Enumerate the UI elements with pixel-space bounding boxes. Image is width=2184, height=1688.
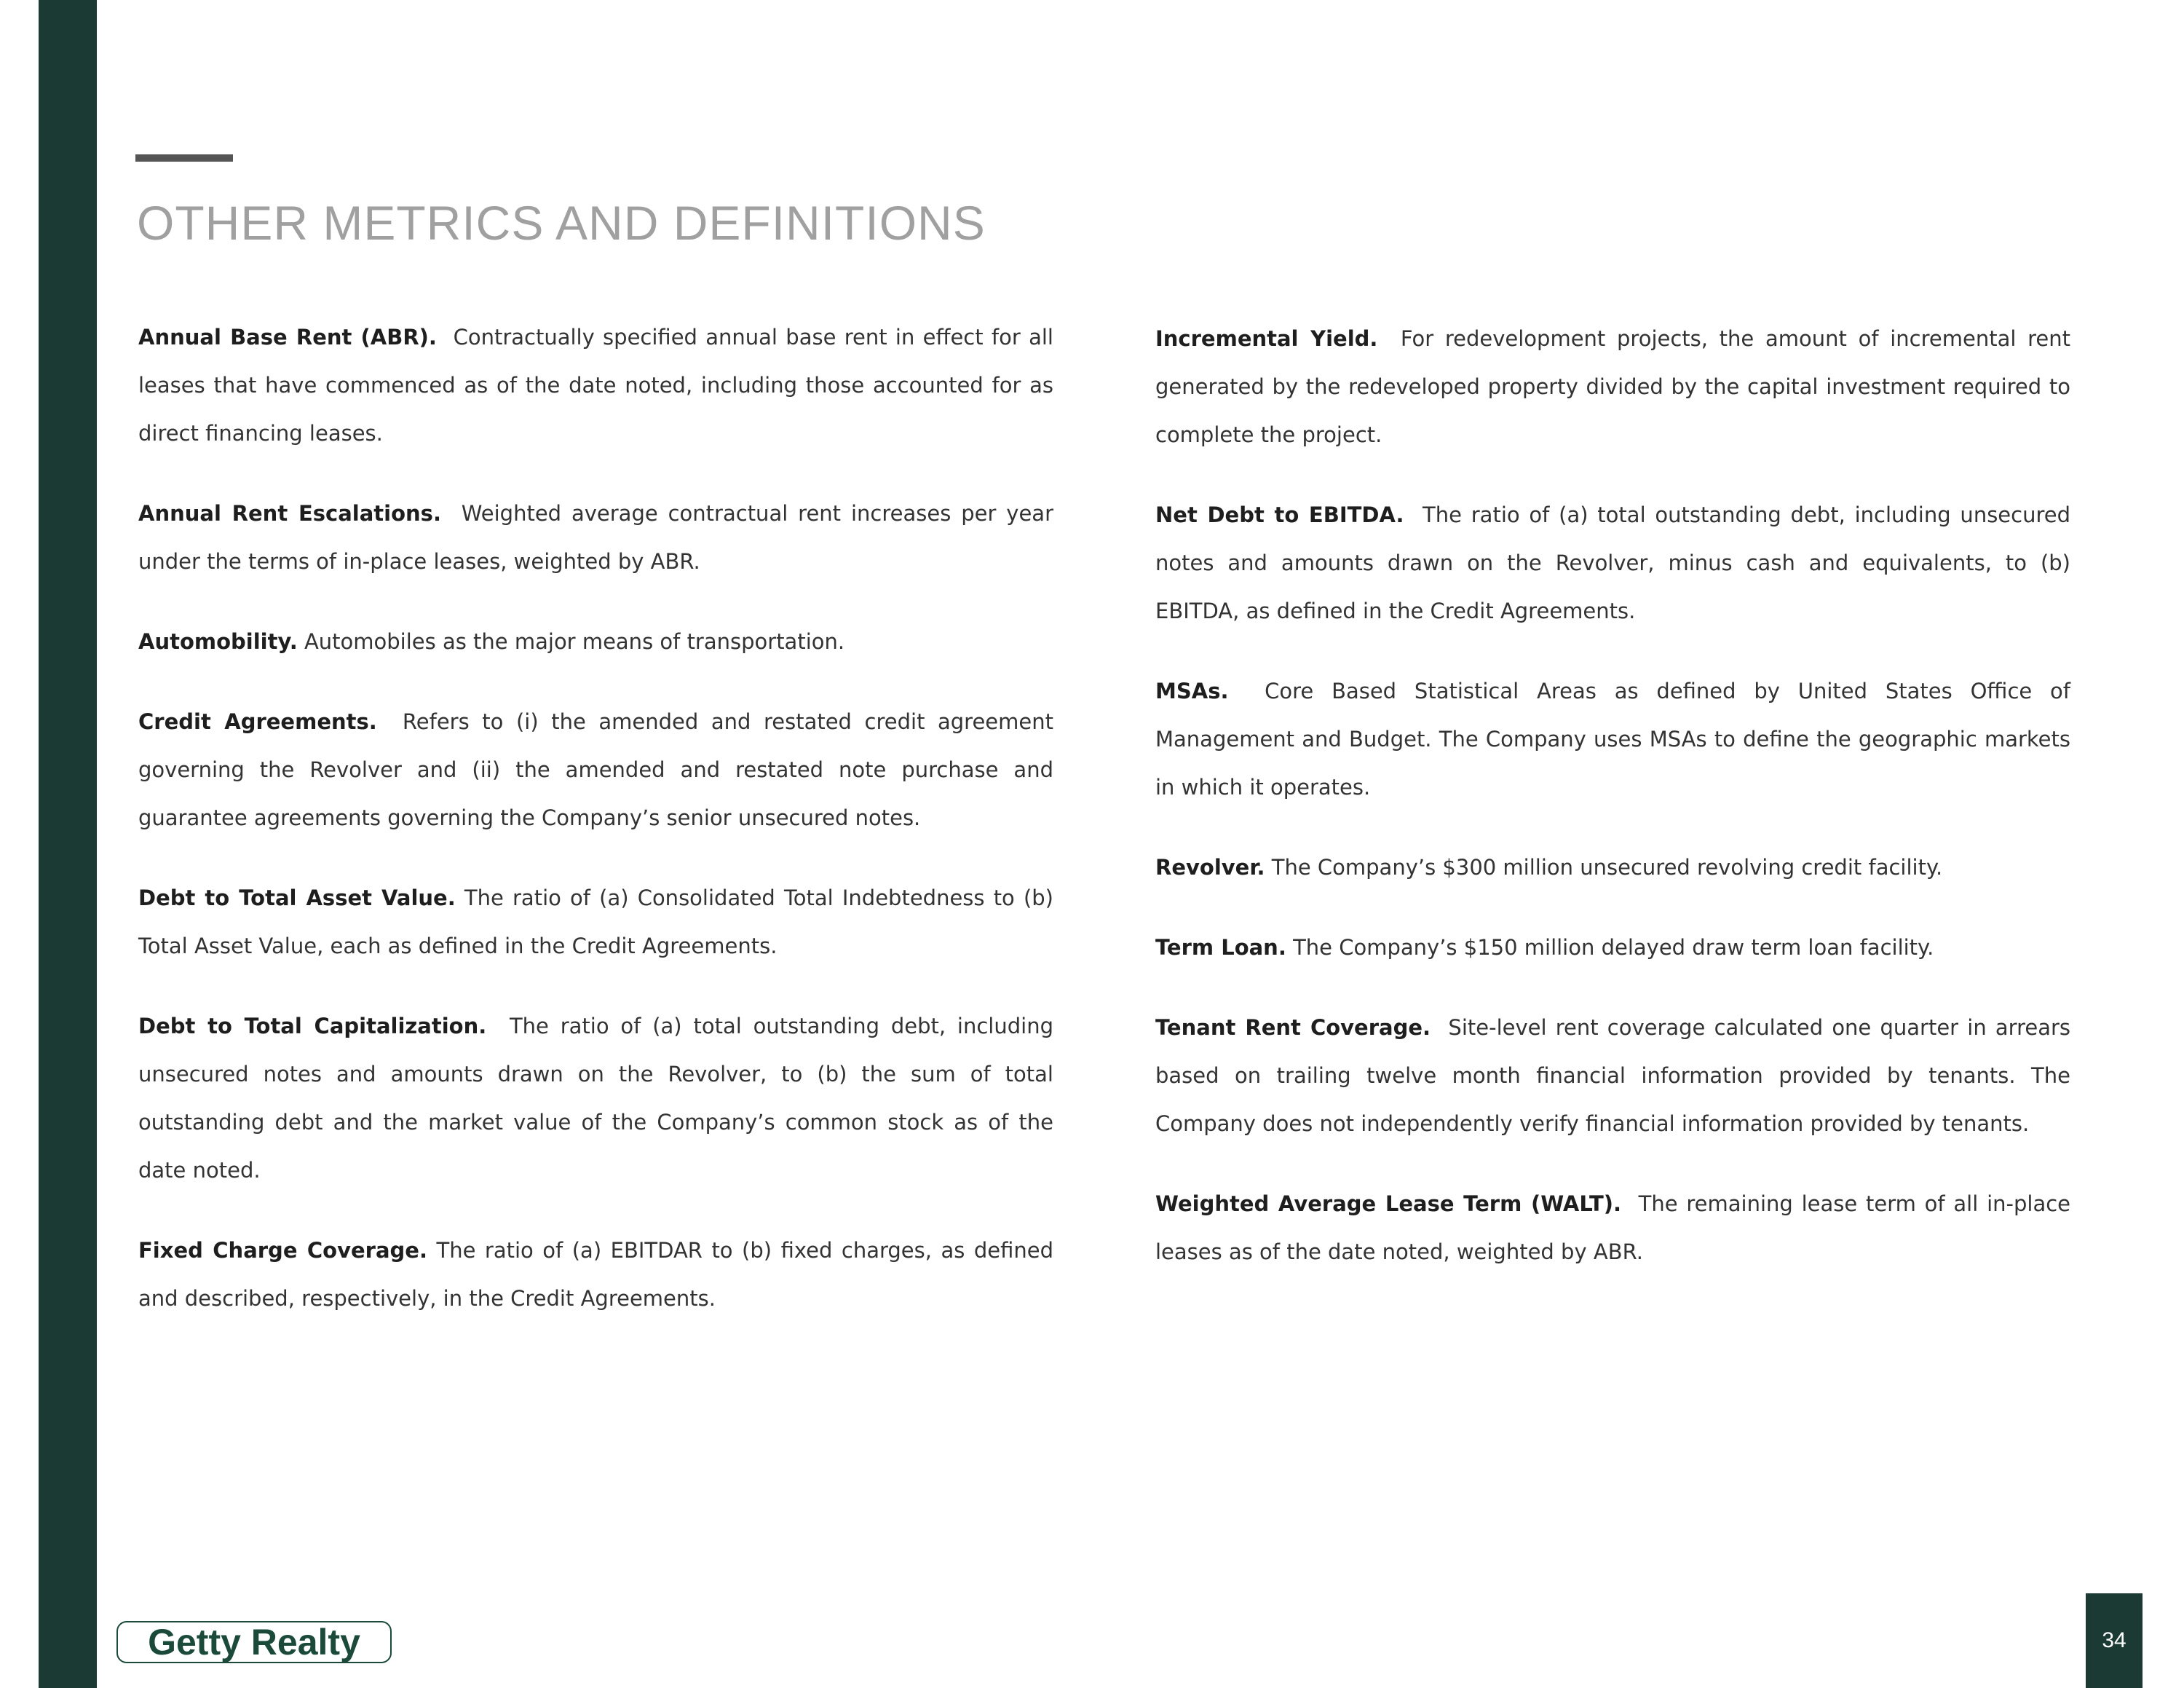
definitions-left-column <box>138 313 1053 1354</box>
definition-term: Credit Agreements. <box>138 709 377 734</box>
definition-text: Weighted average contractual rent increases per year under the terms of in-place leases, weighted by ABR. <box>138 501 1053 574</box>
definition-text: Automobiles as the major means of transportation. <box>304 629 845 654</box>
definition-msas <box>1155 667 2070 811</box>
definition-weighted-average-lease-term <box>1155 1180 2070 1276</box>
definition-term-loan <box>1155 923 2070 971</box>
definition-automobility <box>138 618 1053 666</box>
definition-text: The Company’s $300 million unsecured revolving credit facility. <box>1271 855 1943 880</box>
definition-term: Revolver. <box>1155 855 1265 880</box>
definition-text: For redevelopment projects, the amount of incremental rent generated by the redeveloped property divided by the capital investment required to complete the project. <box>1155 326 2071 447</box>
definition-text: The ratio of (a) total outstanding debt, including unsecured notes and amounts drawn on the Revolver, minus cash and equivalents, to (b) EBITDA, as defined in the Credit Agreements. <box>1155 502 2071 623</box>
definition-term: Weighted Average Lease Term (WALT). <box>1155 1191 1622 1216</box>
page-title: OTHER METRICS AND DEFINITIONS <box>137 196 986 250</box>
definition-term: Debt to Total Capitalization. <box>138 1014 487 1038</box>
definition-debt-to-total-asset-value <box>138 874 1053 970</box>
definition-term: Fixed Charge Coverage. <box>138 1238 427 1263</box>
definition-revolver <box>1155 843 2070 891</box>
definition-term: Annual Base Rent (ABR). <box>138 325 437 350</box>
definition-text: Contractually specified annual base rent in effect for all leases that have commenced as of the date noted, including those accounted for as direct financing leases. <box>138 325 1053 446</box>
definition-term: Incremental Yield. <box>1155 326 1378 351</box>
page-number: 34 <box>2086 1593 2143 1688</box>
definition-tenant-rent-coverage <box>1155 1003 2070 1148</box>
definition-term: MSAs. <box>1155 679 1229 703</box>
definition-text: The Company’s $150 million delayed draw term loan facility. <box>1293 935 1934 960</box>
definition-text: The ratio of (a) Consolidated Total Indebtedness to (b) Total Asset Value, each as defined in the Credit Agreements. <box>138 886 1053 958</box>
definition-term: Term Loan. <box>1155 935 1286 960</box>
definition-annual-base-rent <box>138 313 1053 457</box>
definition-term: Automobility. <box>138 629 298 654</box>
definition-text: The ratio of (a) EBITDAR to (b) fixed charges, as defined and described, respectively, in the Credit Agreements. <box>138 1238 1053 1311</box>
definition-text: Refers to (i) the amended and restated credit agreement governing the Revolver and (ii) the amended and restated note purchase and guarantee agreements governing the Company’s senior unsecured notes. <box>138 709 1053 830</box>
definition-text: Core Based Statistical Areas as defined by United States Office of Management and Budget. The Company uses MSAs to define the geographic markets in which it operates. <box>1155 679 2071 800</box>
definition-text: The ratio of (a) total outstanding debt, including unsecured notes and amounts drawn on the Revolver, to (b) the sum of total outstanding debt and the market value of the Company’s common stock as of the date noted. <box>138 1014 1053 1183</box>
definition-term: Annual Rent Escalations. <box>138 501 441 526</box>
definition-credit-agreements <box>138 698 1053 842</box>
definition-fixed-charge-coverage <box>138 1226 1053 1322</box>
definition-debt-to-total-capitalization <box>138 1002 1053 1194</box>
definition-net-debt-to-ebitda <box>1155 491 2070 635</box>
definition-term: Net Debt to EBITDA. <box>1155 502 1404 527</box>
definition-term: Tenant Rent Coverage. <box>1155 1015 1431 1040</box>
definition-text: The remaining lease term of all in-place leases as of the date noted, weighted by ABR. <box>1155 1191 2070 1264</box>
definitions-right-column <box>1155 315 2070 1308</box>
definition-annual-rent-escalations <box>138 489 1053 585</box>
title-accent-rule <box>135 154 233 162</box>
definition-text: Site-level rent coverage calculated one quarter in arrears based on trailing twelve month financial information provided by tenants. The Company does not independently verify financial information provided by tenants. <box>1155 1015 2070 1136</box>
left-accent-bar <box>39 0 97 1688</box>
definition-incremental-yield <box>1155 315 2070 459</box>
getty-realty-logo: Getty Realty <box>116 1621 392 1663</box>
definition-term: Debt to Total Asset Value. <box>138 886 456 910</box>
